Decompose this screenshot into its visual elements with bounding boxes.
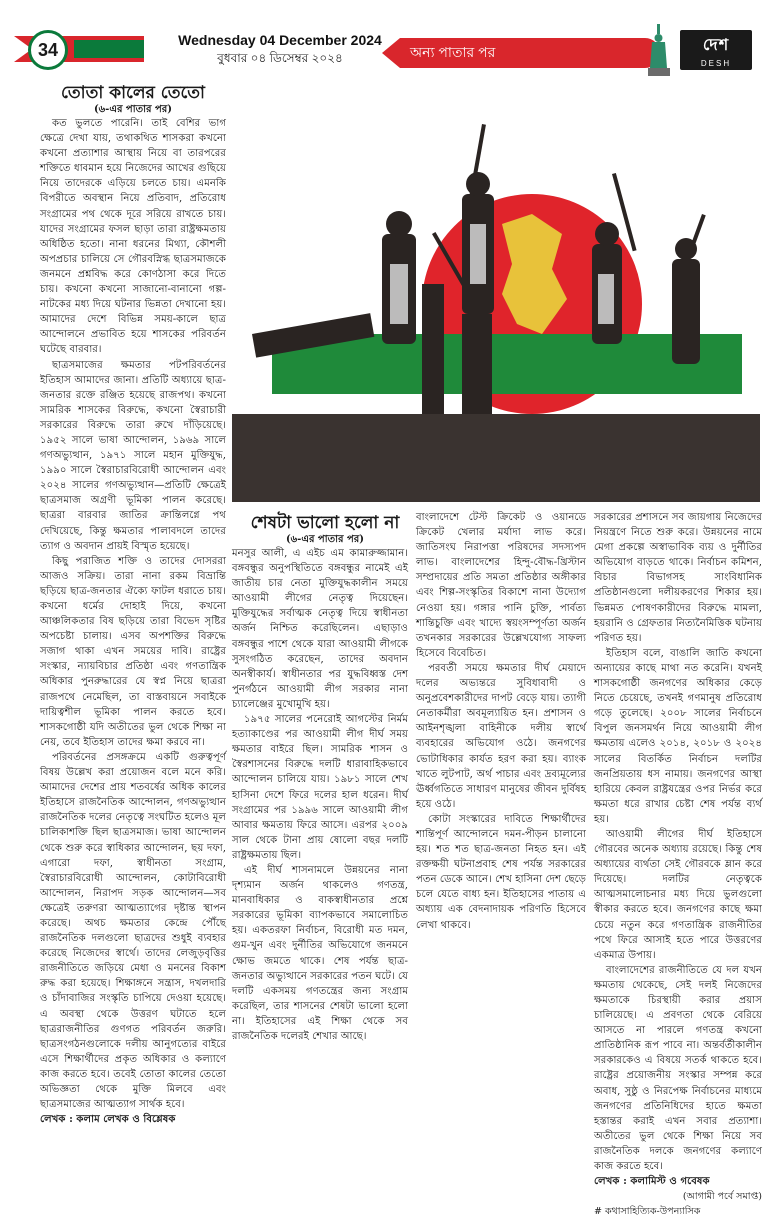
article1-byline: লেখক : কলাম লেখক ও বিশ্লেষক <box>40 1113 176 1126</box>
article2-paragraph: মনসুর আলী, এ এইচ এম কামারুজ্জামান। বঙ্গবন্ধুর অনুপস্থিতিতে বঙ্গবন্ধুর নামেই এই জাতীয় চার নেতা মুক্তিযুদ্ধকালীন সময়ে আওয়ামী লীগের নেতৃত্ব দিয়েছেন। মুক্তিযুদ্ধের সর্বাত্মক নেতৃত্ব দিয়ে স্বাধীনতা অর্জন নিশ্চিত করেছিলেন। এছাড়াও বঙ্গবন্ধুর পাশে থেকে যারা আওয়ামী লীগকে সুসংগঠিত করেছেন, তাদের অবদান অনস্বীকার্য। স্বাধীনতার পর যুদ্ধবিধ্বস্ত দেশ পুনর্গঠনে আওয়ামী লীগ সরকার নানা চ্যালেঞ্জের মুখোমুখি হয়। <box>232 548 408 710</box>
desh-logo <box>680 30 752 70</box>
issue-date-bangla: বুধবার ০৪ ডিসেম্বর ২০২৪ <box>217 51 343 65</box>
article2-paragraph: বাংলাদেশে টেস্ট ক্রিকেট ও ওয়ানডে ক্রিকেট খেলার মর্যাদা লাভ করে। জাতিসংঘ নিরাপত্তা পরিষদের সদস্যপদ লাভ। বাংলাদেশের হিন্দু-বৌদ্ধ-খ্রিস্টান সম্প্রদায়ের প্রতি সমতা প্রতিষ্ঠার অঙ্গীকার এবং শিল্প-সংস্কৃতির বিকাশে নানা উদ্যোগ নেওয়া হয়। গঙ্গার পানি চুক্তি, পার্বত্য শান্তিচুক্তি এবং খাদ্যে স্বয়ংসম্পূর্ণতা অর্জন তখনকার সরকারের উল্লেখযোগ্য সাফল্য হিসেবে বিবেচিত। <box>416 512 586 659</box>
article1-paragraph: কিছু পরাজিত শক্তি ও তাদের দোসররা আজও সক্রিয়। তারা নানা রকম বিভ্রান্তি ছড়িয়ে ছাত্র-জনতার ঐক্যে ফাটল ধরাতে চায়। কখনো ধর্মের দোহাই দিয়ে, কখনো আঞ্চলিকতার বিষ ছড়িয়ে তারা বিভেদ সৃষ্টির অপচেষ্টা চালায়। এসব অপশক্তির বিরুদ্ধে সজাগ থাকা এখন সময়ের দাবি। রাষ্ট্রের সংস্কার, ন্যায়বিচার প্রতিষ্ঠা এবং গণতান্ত্রিক অধিকার পুনরুদ্ধারের যে স্বপ্ন নিয়ে ছাত্ররা রাজপথে নেমেছিল, তা বাস্তবায়নে সবাইকে দায়িত্বশীল ভূমিকা পালন করতে হবে। শাসকগোষ্ঠী যদি অতীতের ভুল থেকে শিক্ষা না নেয়, তবে ইতিহাস তাদের ক্ষমা করবে না। <box>40 555 226 748</box>
article2-continued: (৬-এর পাতার পর) <box>285 534 365 545</box>
article2-paragraph: আওয়ামী লীগের দীর্ঘ ইতিহাসে গৌরবের অনেক অধ্যায় রয়েছে। কিন্তু শেষ অধ্যায়ের ব্যর্থতা সেই গৌরবকে ম্লান করে দিয়েছে। দলটির নেতৃত্বকে আত্মসমালোচনার মধ্য দিয়ে ভুলগুলো স্বীকার করতে হবে। জনগণের কাছে ক্ষমা চেয়ে নতুন করে গণতান্ত্রিক রাজনীতির পথে ফিরে আসাই হতে পারে উত্তরণের একমাত্র উপায়। <box>594 828 762 961</box>
section-label: অন্য পাতার পর <box>400 38 660 68</box>
article2-body-col3 <box>594 510 762 1218</box>
logo-sub-text: DESH <box>700 59 732 68</box>
article2-paragraph: কোটা সংস্কারের দাবিতে শিক্ষার্থীদের শান্তিপূর্ণ আন্দোলনে দমন-পীড়ন চালানো হয়। শত শত ছাত্র-জনতা নিহত হন। এই রক্তক্ষয়ী ঘটনাপ্রবাহ শেষ পর্যন্ত সরকারের পতন ডেকে আনে। শেখ হাসিনা দেশ ছেড়ে চলে যেতে বাধ্য হন। ইতিহাসের পাতায় এ অধ্যায় এক বেদনাদায়ক পরিণতি হিসেবে লেখা থাকবে। <box>416 813 586 931</box>
article1-body <box>40 116 226 1180</box>
article2-body-col2 <box>416 510 586 1180</box>
article1-title: তোতা কালের তেতো <box>61 83 205 103</box>
issue-date <box>150 32 410 70</box>
article2-body-col1 <box>232 546 408 1180</box>
article2-paragraph: বাংলাদেশের রাজনীতিতে যে দল যখন ক্ষমতায় থেকেছে, সেই দলই নিজেদের ক্ষমতাকে চিরস্থায়ী করার প্রয়াস চালিয়েছে। এ প্রবণতা থেকে বেরিয়ে আসতে না পারলে গণতন্ত্র কখনো প্রাতিষ্ঠানিক রূপ পাবে না। অন্তর্বর্তীকালীন সরকারকেও এ বিষয়ে সতর্ক থাকতে হবে। রাষ্ট্রের প্রয়োজনীয় সংস্কার সম্পন্ন করে অবাধ, সুষ্ঠু ও নিরপেক্ষ নির্বাচনের মাধ্যমে জনগণের প্রতিনিধিদের হাতে ক্ষমতা হস্তান্তর করাই এখন সবার প্রত্যাশা। অতীতের ভুল থেকে শিক্ষা নিয়ে সব রাজনৈতিক দলকে জনগণের কল্যাণে কাজ করতে হবে। <box>594 964 762 1173</box>
article2-title: শেষটা ভালো হলো না <box>250 513 400 533</box>
article1-paragraph: পরিবর্তনের প্রসঙ্গক্রমে একটি গুরুত্বপূর্ণ বিষয় উল্লেখ করা প্রয়োজন বলে মনে করি। আমাদের দেশের প্রায় শতবর্ষের অধিক কালের ইতিহাসে রাজনৈতিক আন্দোলন, গণঅভ্যুত্থান রাজনৈতিক দলের নেতৃত্বে সংঘটিত হলেও মূল চালিকাশক্তি ছিল ছাত্রসমাজ। ভাষা আন্দোলন থেকে শুরু করে স্বাধিকার আন্দোলন, ছয় দফা, এগারো দফা, স্বাধীনতা সংগ্রাম, স্বৈরাচারবিরোধী আন্দোলন, কোটাবিরোধী আন্দোলন, নিরাপদ সড়ক আন্দোলন—সব ক্ষেত্রেই তরুণরা আত্মত্যাগের দৃষ্টান্ত স্থাপন করেছে। অথচ ক্ষমতার কেন্দ্রে পৌঁছে রাজনৈতিক দলগুলো ছাত্রদের শুধুই ব্যবহার করেছে নিজেদের স্বার্থে। তাদের লেজুড়বৃত্তির রাজনীতিতে জড়িয়ে মেধা ও মননের বিকাশ রুদ্ধ করা হয়েছে। শিক্ষাঙ্গনে সন্ত্রাস, দখলদারি ও চাঁদাবাজির সংস্কৃতি চাপিয়ে দেওয়া হয়েছে। এ অবস্থা থেকে উত্তরণ ঘটাতে হলে ছাত্ররাজনীতির গুণগত পরিবর্তন জরুরি। ছাত্রসংগঠনগুলোকে দলীয় আনুগত্যের বাইরে এসে শিক্ষার্থীদের প্রকৃত অধিকার ও কল্যাণে কাজ করতে হবে। তবেই তোতা কালের তেতো অভিজ্ঞতা থেকে মুক্তি মিলবে এবং ছাত্রসমাজের আত্মত্যাগ সার্থক হবে। <box>40 751 226 1111</box>
page-header <box>0 0 770 92</box>
article1-paragraph: কত ভুলতে পারেনি। তাই বেশির ভাগ ক্ষেত্রে দেখা যায়, তথাকথিত শাসকরা কখনো কখনো প্রত্যাশার আস্থায় নিয়ে বা তারপরের শক্তিতে ধাবমান হয়ে নিজেদের আখের গুছিয়ে নিয়ে তাদেরকে এড়িয়ে চলতে চায়। এমনকি বিপরীতে অবস্থান নিয়ে প্রতিবাদ, প্রতিরোধ সংগ্রামের পথ থেকে দূরে সরিয়ে রাখতে চায়। যাদের সংগ্রামের ফসল ছাড়া তারা রাষ্ট্রক্ষমতায় অধিষ্ঠিত হতো। নানা ধরনের মিথ্যা, কৌশলী অপপ্রচার চালিয়ে সে গৌরবস্নিগ্ধ ছাত্রসমাজকে জনমনে প্রশ্নবিদ্ধ করে কোণঠাসা করে দিতে চায়। কখনো কখনো সাজানো-বানানো গল্প-নাটকের মধ্য দিয়ে ঘটনার ভিন্নতা দেখানো হয়। আমাদের দেশে বিভিন্ন সময়-কালে ছাত্র আন্দোলনে প্রভাবিত হয়ে শাসকের পরিবর্তন ঘটেছে বারবার। <box>40 118 226 356</box>
issue-date-english: Wednesday 04 December 2024 <box>178 32 382 48</box>
article2-author-line: # কথাসাহিত্যিক-উপন্যাসিক <box>594 1206 701 1218</box>
statue-of-liberty-icon <box>646 24 672 76</box>
article2-paragraph: পরবর্তী সময়ে ক্ষমতার দীর্ঘ মেয়াদে দলের অভ্যন্তরে সুবিধাবাদী ও অনুপ্রবেশকারীদের দাপট বেড়ে যায়। ত্যাগী নেতাকর্মীরা অবমূল্যায়িত হন। প্রশাসন ও আইনশৃঙ্খলা বাহিনীকে দলীয় স্বার্থে ব্যবহারের অভিযোগ ওঠে। জনগণের ভোটাধিকার কার্যত হরণ করা হয়। ব্যাংক খাতে লুটপাট, অর্থ পাচার এবং দ্রব্যমূল্যের ঊর্ধ্বগতিতে সাধারণ মানুষের জীবন দুর্বিষহ হয়ে ওঠে। <box>416 662 586 810</box>
page-number: 34 <box>28 30 68 70</box>
article2-paragraph: সরকারের প্রশাসনে সব জায়গায় নিজেদের নিয়ন্ত্রণে নিতে শুরু করে। উন্নয়নের নামে মেগা প্রকল্পে অস্বাভাবিক ব্যয় ও দুর্নীতির অভিযোগ বাড়তে থাকে। নির্বাচন কমিশন, বিচার বিভাগসহ সাংবিধানিক প্রতিষ্ঠানগুলো দলীয়করণের শিকার হয়। ভিন্নমত পোষণকারীদের বিরুদ্ধে মামলা, হয়রানি ও গ্রেফতার নিত্যনৈমিত্তিক ঘটনায় পরিণত হয়। <box>594 512 762 644</box>
article2-byline: লেখক : কলামিস্ট ও গবেষক <box>594 1175 710 1188</box>
article2-end-note: (আগামী পর্বে সমাপ্ত) <box>682 1191 762 1203</box>
liberation-war-photo <box>232 84 760 502</box>
article2-paragraph: ১৯৭৫ সালের পনেরোই আগস্টের নির্মম হত্যাকাণ্ডের পর আওয়ামী লীগ দীর্ঘ সময় ক্ষমতার বাইরে ছিল। সামরিক শাসন ও স্বৈরশাসনের বিরুদ্ধে দলটি ধারাবাহিকভাবে আন্দোলন চালিয়ে যায়। ১৯৮১ সালে শেখ হাসিনা দেশে ফিরে দলের হাল ধরেন। দীর্ঘ সংগ্রামের পর ১৯৯৬ সালে আওয়ামী লীগ আবার ক্ষমতায় ফিরে আসে। এরপর ২০০৯ সাল থেকে টানা প্রায় ষোলো বছর দলটি রাষ্ট্রক্ষমতায় ছিল। <box>232 714 408 861</box>
article2-paragraph: এই দীর্ঘ শাসনামলে উন্নয়নের নানা দৃশ্যমান অর্জন থাকলেও গণতন্ত্র, মানবাধিকার ও বাকস্বাধীনতার প্রশ্নে সরকারের ভূমিকা ব্যাপকভাবে সমালোচিত হয়। একতরফা নির্বাচন, বিরোধী মত দমন, গুম-খুন এবং দুর্নীতির অভিযোগে জনমনে ক্ষোভ জমতে থাকে। শেষ পর্যন্ত ছাত্র-জনতার অভ্যুত্থানে সরকারের পতন ঘটে। যে দলটি একসময় গণতন্ত্রের জন্য সংগ্রাম করেছিল, তার শাসনের শেষটা ভালো হলো না। ইতিহাসের এই শিক্ষা থেকে সব রাজনৈতিক দলেরই শেখার আছে। <box>232 864 408 1042</box>
logo-main-text: দেশ <box>702 37 730 54</box>
article1-paragraph: ছাত্রসমাজের ক্ষমতার পটপরিবর্তনের ইতিহাস আমাদের জানা। প্রতিটি অধ্যায়ে ছাত্র-জনতার রক্তে রঞ্জিত হয়েছে রাজপথ। কখনো সামরিক শাসকের বিরুদ্ধে, কখনো স্বৈরাচারী সরকারের বিরুদ্ধে তারা রুখে দাঁড়িয়েছে। ১৯৫২ সালে ভাষা আন্দোলন, ১৯৬৯ সালে গণঅভ্যুত্থান, ১৯৭১ সালে মহান মুক্তিযুদ্ধ, ১৯৯০ সালে স্বৈরাচারবিরোধী আন্দোলন এবং ২০২৪ সালের গণঅভ্যুত্থান—প্রতিটি ক্ষেত্রেই ছাত্রসমাজ অগ্রণী ভূমিকা পালন করেছে। ছাত্ররা বারবার জাতির ক্রান্তিলগ্নে পথ দেখিয়েছে, কিন্তু ক্ষমতার পালাবদলে তাদের ত্যাগ ও অবদান প্রায়ই বিস্মৃত হয়েছে। <box>40 359 226 552</box>
article2-paragraph: ইতিহাস বলে, বাঙালি জাতি কখনো অন্যায়ের কাছে মাথা নত করেনি। যখনই শাসকগোষ্ঠী জনগণের অধিকার কেড়ে নিতে চেয়েছে, তখনই গণমানুষ প্রতিরোধ গড়ে তুলেছে। ২০০৮ সালের নির্বাচনে বিপুল জনসমর্থন নিয়ে আওয়ামী লীগ ক্ষমতায় এলেও ২০১৪, ২০১৮ ও ২০২৪ সালের বিতর্কিত নির্বাচন দলটির জনপ্রিয়তায় ধস নামায়। জনগণের আস্থা হারিয়ে কেবল রাষ্ট্রযন্ত্রের ওপর নির্ভর করে ক্ষমতা ধরে রাখার চেষ্টা শেষ পর্যন্ত ব্যর্থ হয়। <box>594 647 762 825</box>
article1-continued: (৬-এর পাতার পর) <box>93 104 173 115</box>
